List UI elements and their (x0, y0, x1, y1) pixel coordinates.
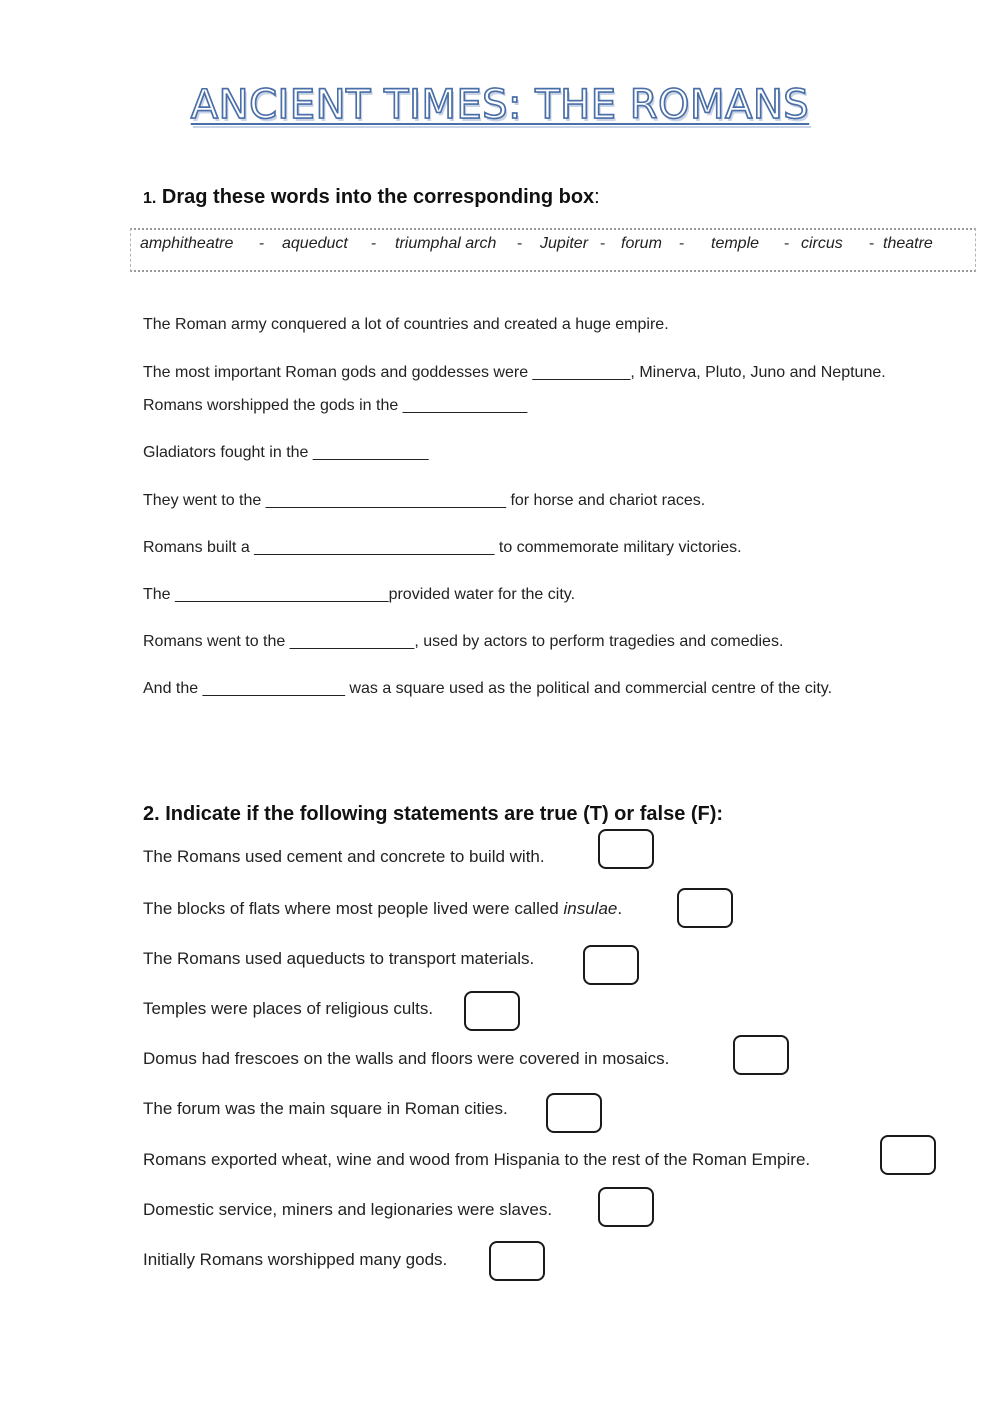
tf-statement-5: Domus had frescoes on the walls and floors were covered in mosaics. (143, 1049, 670, 1068)
tf-answer-box-9[interactable] (489, 1241, 545, 1281)
word-separator: - (517, 235, 523, 252)
fill-sentence-8: Romans went to the ______________, used by actors to perform tragedies and comedies. (143, 633, 784, 650)
tf-statement-1: The Romans used cement and concrete to build with. (143, 847, 545, 866)
tf-statement-2-text: The blocks of flats where most people lived were called (143, 899, 564, 918)
word-temple[interactable]: temple (711, 235, 760, 252)
tf-answer-box-4[interactable] (464, 991, 520, 1031)
word-separator: - (784, 235, 790, 252)
tf-statement-7: Romans exported wheat, wine and wood from Hispania to the rest of the Roman Empire. (143, 1150, 811, 1169)
tf-answer-box-6[interactable] (546, 1093, 602, 1133)
word-aqueduct[interactable]: aqueduct (282, 235, 348, 252)
page-title: ANCIENT TIMES: THE ROMANS (190, 82, 810, 128)
tf-statement-6: The forum was the main square in Roman cities. (143, 1099, 508, 1118)
word-amphitheatre[interactable]: amphitheatre (140, 235, 234, 252)
word-separator: - (679, 235, 685, 252)
tf-answer-box-5[interactable] (733, 1035, 789, 1075)
section1-heading-text: Drag these words into the corresponding box (161, 186, 595, 208)
word-separator: - (371, 235, 377, 252)
section1-number: 1. (143, 190, 157, 207)
tf-statement-2-italic: insulae (563, 899, 618, 918)
word-forum[interactable]: forum (621, 235, 662, 252)
tf-statement-2-end: . (617, 899, 623, 918)
tf-statement-3: The Romans used aqueducts to transport materials. (143, 949, 535, 968)
tf-statement-2 (143, 899, 622, 919)
word-bank (130, 228, 976, 272)
word-triumphal-arch[interactable]: triumphal arch (395, 235, 497, 252)
fill-sentence-6: Romans built a ___________________________ to commemorate military victories. (143, 539, 742, 556)
fill-sentence-9: And the ________________ was a square used as the political and commercial centre of the city. (143, 680, 833, 697)
tf-statement-4: Temples were places of religious cults. (143, 999, 434, 1018)
tf-answer-box-8[interactable] (598, 1187, 654, 1227)
word-theatre[interactable]: theatre (883, 235, 933, 252)
word-separator: - (600, 235, 606, 252)
tf-answer-box-1[interactable] (598, 829, 654, 869)
section2-heading: 2. Indicate if the following statements are true (T) or false (F): (143, 803, 724, 825)
fill-sentence-4: Gladiators fought in the _____________ (143, 444, 429, 461)
section1-heading (143, 186, 600, 209)
tf-answer-box-7[interactable] (880, 1135, 936, 1175)
tf-answer-box-2[interactable] (677, 888, 733, 928)
fill-sentence-5: They went to the ___________________________ for horse and chariot races. (143, 492, 706, 509)
fill-sentence-3: Romans worshipped the gods in the ______________ (143, 397, 528, 414)
word-separator: - (869, 235, 875, 252)
word-separator: - (259, 235, 265, 252)
tf-statement-8: Domestic service, miners and legionaries were slaves. (143, 1200, 553, 1219)
fill-sentence-7: The ________________________provided water for the city. (143, 586, 576, 603)
tf-statement-9: Initially Romans worshipped many gods. (143, 1250, 448, 1269)
fill-sentence-2: The most important Roman gods and goddesses were ___________, Minerva, Pluto, Juno and Neptune. (143, 364, 886, 381)
tf-answer-box-3[interactable] (583, 945, 639, 985)
word-circus[interactable]: circus (801, 235, 843, 252)
fill-sentence-1: The Roman army conquered a lot of countries and created a huge empire. (143, 316, 669, 333)
word-jupiter[interactable]: Jupiter (540, 235, 589, 252)
section1-heading-colon: : (594, 186, 600, 208)
